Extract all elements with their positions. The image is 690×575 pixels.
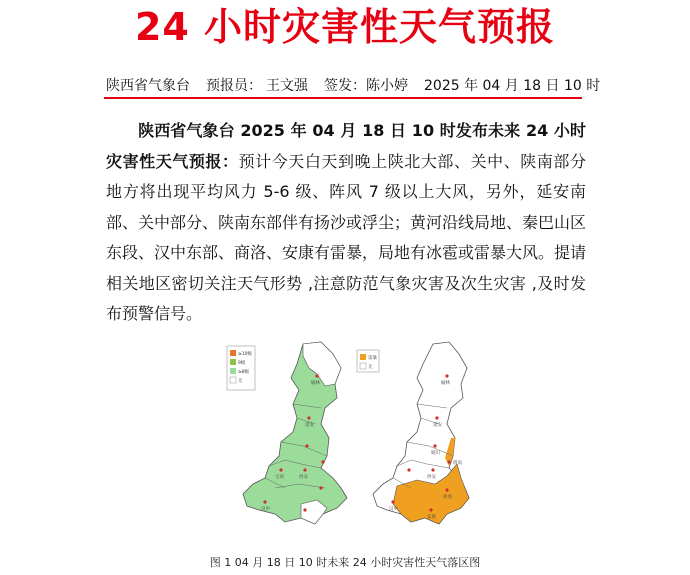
city-marker [435, 416, 438, 419]
city-marker [303, 508, 306, 511]
maps-svg [225, 338, 475, 538]
city-label: 榆林 [441, 381, 450, 386]
wind-legend-label-2: 9级 [238, 361, 246, 366]
storm-legend-swatch-none [360, 363, 366, 369]
city-label: 汉中 [261, 507, 270, 512]
city-label: 延安 [305, 423, 314, 428]
wind-legend-swatch-mid [230, 359, 236, 365]
agency-name: 陕西省气象台 [106, 78, 190, 94]
storm-legend-label-2: 无 [368, 365, 373, 370]
storm-map [357, 342, 469, 524]
issuance-info [106, 76, 601, 96]
city-marker [445, 488, 448, 491]
city-label: 商洛 [443, 495, 452, 500]
city-label: 宝鸡 [275, 475, 284, 480]
city-marker [445, 374, 448, 377]
signer-label: 签发： [324, 78, 366, 94]
city-label: 安康 [427, 515, 436, 520]
forecast-text: 预计今天白天到晚上陕北大部、关中、陕南部分地方将出现平均风力 5-6 级、阵风 7 级以上大风，另外，延安南部、关中部分、陕南东部伴有扬沙或浮尘；黄河沿线局地、秦巴山区东段、汉中东部、商洛、安康有雷暴，局地有冰雹或雷暴大风。提请相关地区密切关注天气形势 ,注意防范气象灾害及次生灾害 ,及时发布预警信号。 [106, 151, 587, 323]
wind-legend-swatch-high [230, 350, 236, 356]
city-marker [305, 444, 308, 447]
wind-legend-label-1: ≥10级 [238, 352, 252, 357]
city-marker [433, 444, 436, 447]
issue-time: 2025 年 04 月 18 日 10 时 [424, 78, 601, 94]
figure-caption: 图 1 04 月 18 日 10 时未来 24 小时灾害性天气落区图 [209, 556, 481, 569]
page-title: 24 小时灾害性天气预报 [134, 5, 556, 49]
city-label: 延安 [433, 423, 442, 428]
city-label: 西安 [427, 475, 436, 480]
wind-map [227, 342, 347, 524]
city-label: 渭南 [453, 461, 462, 466]
wind-legend-label-3: ≥8级 [238, 370, 250, 375]
storm-legend-swatch [360, 354, 366, 360]
city-marker [319, 486, 322, 489]
forecast-lead: 陕西省气象台 2025 年 04 月 18 日 10 时发布未来 24 小时灾害性天气预报： [106, 121, 586, 171]
city-marker [321, 460, 324, 463]
city-marker [391, 500, 394, 503]
forecast-maps [225, 338, 475, 538]
city-label: 西安 [299, 475, 308, 480]
city-label: 汉中 [389, 507, 398, 512]
forecast-body [106, 116, 586, 330]
city-label: 榆林 [311, 381, 320, 386]
header-divider [104, 97, 582, 99]
city-marker [279, 468, 282, 471]
wind-legend-label-4: 无 [238, 379, 243, 384]
city-marker [307, 416, 310, 419]
city-marker [303, 468, 306, 471]
forecaster-label: 预报员： [206, 78, 262, 94]
wind-legend-swatch-low [230, 368, 236, 374]
city-label: 铜川 [431, 451, 440, 456]
city-marker [447, 460, 450, 463]
city-marker [263, 500, 266, 503]
signer-name: 陈小婷 [366, 78, 408, 94]
city-marker [429, 508, 432, 511]
city-marker [407, 468, 410, 471]
wind-legend-swatch-none [230, 377, 236, 383]
storm-legend-label-1: 雷暴 [368, 356, 377, 361]
forecaster-name: 王文强 [266, 78, 308, 94]
city-marker [431, 468, 434, 471]
city-marker [315, 374, 318, 377]
